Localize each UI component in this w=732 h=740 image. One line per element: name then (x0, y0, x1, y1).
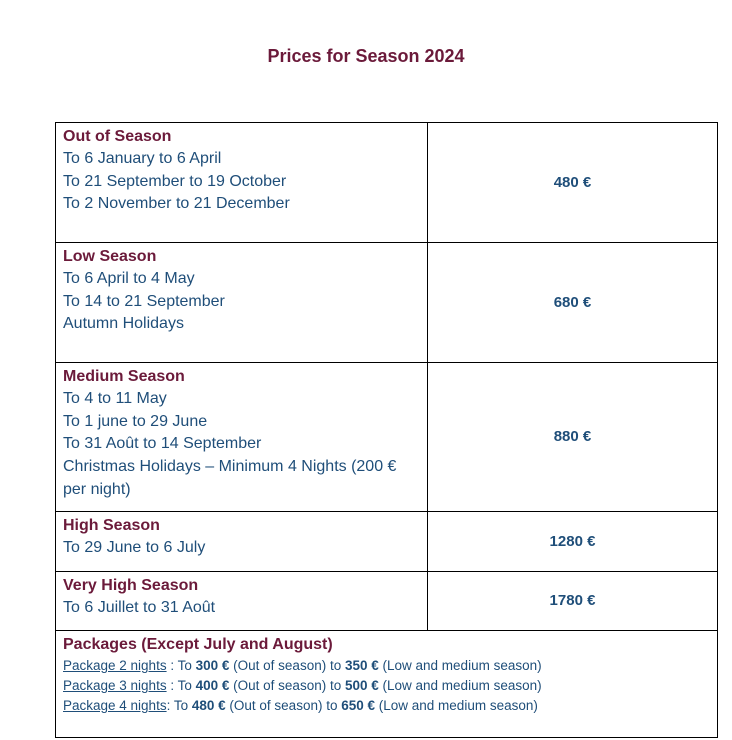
package-low-note: (Out of season) to (229, 658, 345, 673)
season-price: 680 € (553, 293, 592, 311)
season-period: To 31 Août to 14 September (63, 435, 262, 453)
season-period: To 29 June to 6 July (63, 539, 206, 556)
season-cell (56, 243, 428, 363)
table-row (56, 512, 718, 572)
price-cell (428, 512, 718, 572)
package-label: Package 2 nights (63, 658, 167, 673)
season-cell (56, 512, 428, 572)
package-high-note: (Low and medium season) (375, 698, 538, 713)
season-name: Medium Season (63, 368, 185, 385)
season-period: Autumn Holidays (63, 315, 184, 333)
season-name: Out of Season (63, 128, 172, 145)
season-period: To 6 April to 4 May (63, 270, 195, 287)
package-line (63, 696, 710, 716)
season-period: To 6 Juillet to 31 Août (63, 599, 216, 616)
season-name: Very High Season (63, 577, 199, 594)
price-cell (428, 123, 718, 243)
package-high-price: 350 € (344, 658, 379, 673)
price-cell (428, 243, 718, 363)
season-period: To 2 November to 21 December (63, 195, 290, 213)
season-period: Christmas Holidays – Minimum 4 Nights (200 € per night) (63, 458, 397, 498)
season-period: To 6 January to 6 April (63, 150, 222, 167)
season-price: 480 € (553, 173, 592, 191)
season-period: To 4 to 11 May (63, 390, 167, 407)
table-row (56, 363, 718, 512)
packages-title: Packages (Except July and August) (63, 636, 333, 653)
season-price: 1780 € (549, 592, 596, 609)
season-cell (56, 572, 428, 631)
season-name: High Season (63, 517, 160, 534)
package-separator: : To (166, 678, 196, 693)
package-low-note: (Out of season) to (229, 678, 345, 693)
price-cell (428, 363, 718, 512)
season-name: Low Season (63, 248, 157, 265)
package-separator: : To (166, 658, 196, 673)
package-line (63, 676, 710, 696)
packages-row (56, 631, 718, 738)
package-high-price: 500 € (344, 678, 379, 693)
season-price: 1280 € (549, 532, 596, 550)
package-high-price: 650 € (341, 698, 376, 713)
package-low-price: 400 € (195, 678, 230, 693)
season-period: To 21 September to 19 October (63, 172, 287, 190)
page-title: Prices for Season 2024 (267, 46, 465, 66)
price-table (55, 122, 718, 738)
season-cell (56, 363, 428, 512)
table-row (56, 243, 718, 363)
package-line (63, 656, 710, 676)
season-cell (56, 123, 428, 243)
package-label: Package 3 nights (63, 678, 167, 693)
package-low-price: 300 € (195, 658, 230, 673)
table-row (56, 572, 718, 631)
packages-cell (56, 631, 718, 738)
package-separator: : To (166, 698, 192, 713)
price-cell (428, 572, 718, 631)
table-row (56, 123, 718, 243)
package-high-note: (Low and medium season) (378, 658, 542, 673)
season-period: To 14 to 21 September (63, 292, 225, 310)
package-label: Package 4 nights (63, 698, 167, 713)
package-high-note: (Low and medium season) (378, 678, 542, 693)
package-low-note: (Out of season) to (225, 698, 342, 713)
season-price: 880 € (553, 428, 592, 445)
season-period: To 1 june to 29 June (63, 412, 208, 430)
package-low-price: 480 € (191, 698, 226, 713)
